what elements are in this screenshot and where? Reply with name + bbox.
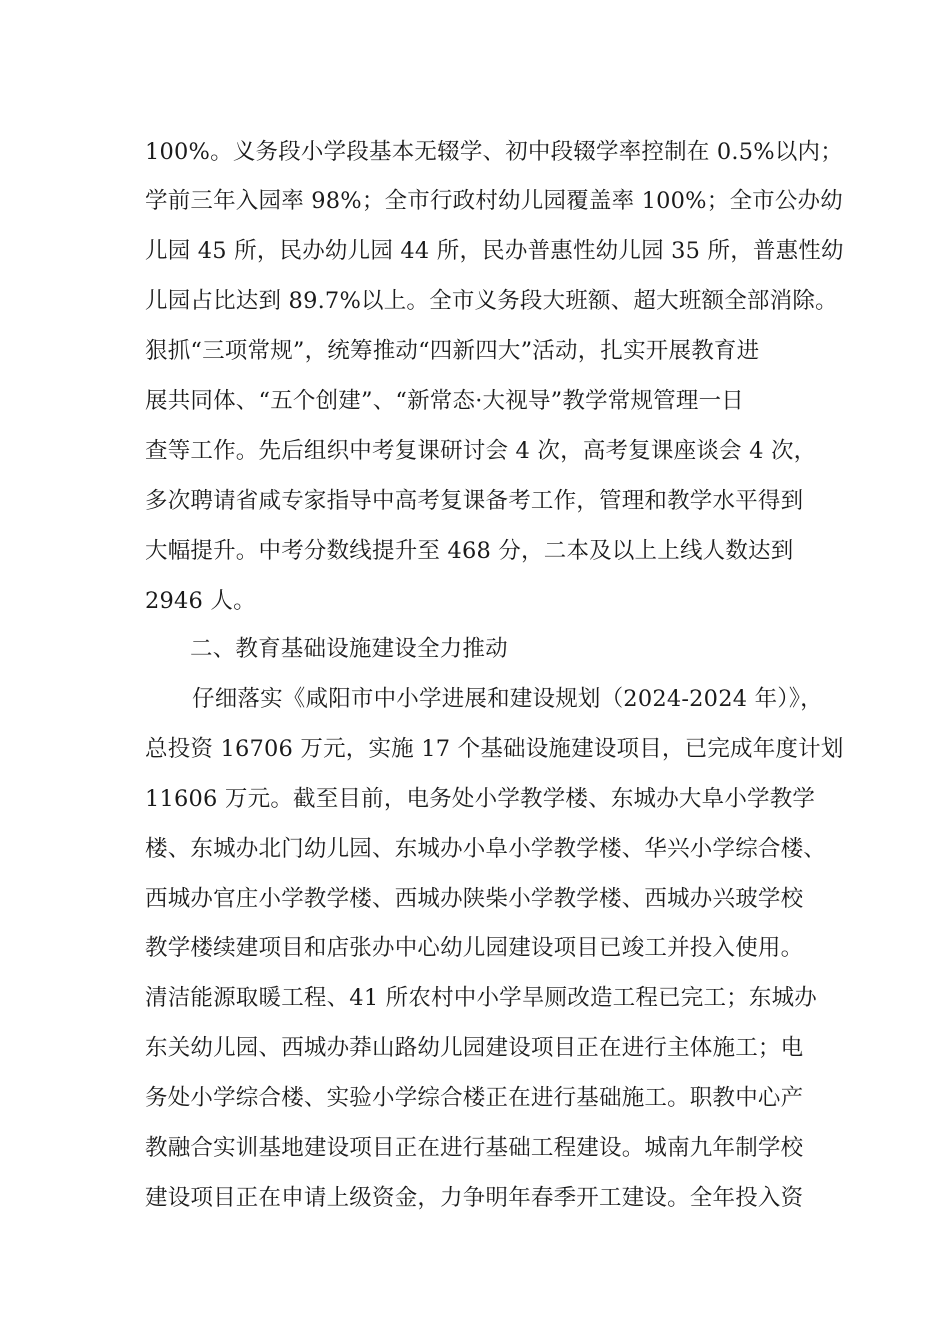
paragraph-line: 儿园占比达到 89.7%以上。全市义务段大班额、超大班额全部消除。: [145, 288, 838, 314]
paragraph-line: 学前三年入园率 98%；全市行政村幼儿园覆盖率 100%；全市公办幼: [145, 188, 843, 214]
paragraph-line: 教学楼续建项目和店张办中心幼儿园建设项目已竣工并投入使用。: [145, 935, 804, 961]
paragraph-line: 清洁能源取暖工程、41 所农村中小学旱厕改造工程已完工；东城办: [145, 985, 817, 1011]
paragraph-line: 东关幼儿园、西城办莽山路幼儿园建设项目正在进行主体施工；电: [145, 1035, 804, 1061]
paragraph-line: 多次聘请省咸专家指导中高考复课备考工作，管理和教学水平得到: [145, 488, 804, 514]
paragraph-line: 11606 万元。截至目前，电务处小学教学楼、东城办大阜小学教学: [145, 786, 816, 812]
paragraph-line: 总投资 16706 万元，实施 17 个基础设施建设项目，已完成年度计划: [145, 736, 844, 762]
paragraph-line: 100%。义务段小学段基本无辍学、初中段辍学率控制在 0.5%以内；: [145, 139, 843, 165]
paragraph-line: 教融合实训基地建设项目正在进行基础工程建设。城南九年制学校: [145, 1135, 804, 1161]
paragraph-line: 楼、东城办北门幼儿园、东城办小阜小学教学楼、华兴小学综合楼、: [145, 836, 827, 862]
paragraph-line: 建设项目正在申请上级资金，力争明年春季开工建设。全年投入资: [145, 1185, 804, 1211]
paragraph-line: 儿园 45 所，民办幼儿园 44 所，民办普惠性幼儿园 35 所，普惠性幼: [145, 238, 844, 264]
paragraph-line: 狠抓“三项常规”，统筹推动“四新四大”活动，扎实开展教育进: [145, 338, 760, 364]
paragraph-line: 查等工作。先后组织中考复课研讨会 4 次，高考复课座谈会 4 次，: [145, 438, 817, 464]
paragraph-line: 务处小学综合楼、实验小学综合楼正在进行基础施工。职教中心产: [145, 1085, 804, 1111]
paragraph-line: 展共同体、“五个创建”、“新常态·大视导”教学常规管理一日: [145, 388, 744, 414]
paragraph-line: 仔细落实《咸阳市中小学进展和建设规划（2024-2024 年）》，: [192, 686, 823, 712]
section-heading: 二、教育基础设施建设全力推动: [190, 636, 508, 662]
paragraph-line: 大幅提升。中考分数线提升至 468 分，二本及以上上线人数达到: [145, 538, 794, 564]
paragraph-line: 西城办官庄小学教学楼、西城办陕柴小学教学楼、西城办兴玻学校: [145, 886, 804, 912]
paragraph-line: 2946 人。: [145, 588, 256, 614]
